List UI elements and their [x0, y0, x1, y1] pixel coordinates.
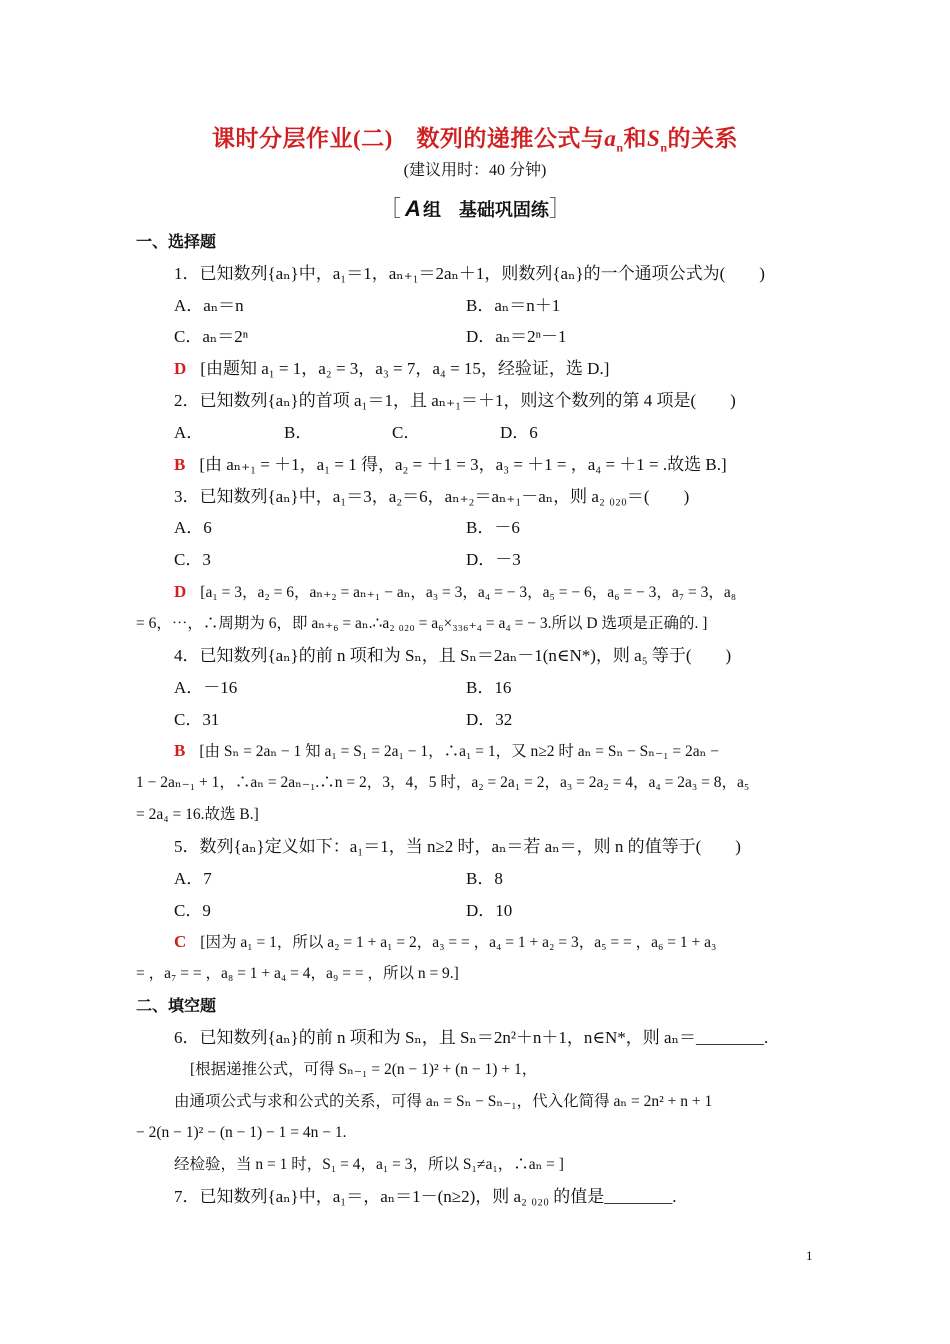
q2-option-b: B． [284, 423, 313, 442]
q2-option-c: C． [392, 423, 421, 442]
question-3-answer [174, 582, 854, 603]
section-heading-fill: 二、填空题 [136, 996, 217, 1015]
question-1-options-cd [174, 327, 854, 347]
q5-explanation-line1: [因为 a₁ = 1，所以 a₂ = 1 + a₁ = 2，a₃ = = ，a₄ = 1 + a₂ = 3，a₅ = = ，a₆ = 1 + a₃ [200, 934, 717, 951]
q2-option-d: D．6 [500, 423, 538, 442]
q1-option-d: D．aₙ＝2ⁿ－1 [466, 327, 567, 346]
title-var-s: S [647, 126, 661, 151]
q6-explanation-line1: [根据递推公式，可得 Sₙ₋₁ = 2(n − 1)² + (n − 1) + 1， [190, 1061, 538, 1078]
question-4-stem: 4．已知数列{aₙ}的前 n 项和为 Sₙ，且 Sₙ＝2aₙ－1(n∈N*)，则 a₅ 等于( ) [174, 646, 732, 665]
suggested-time: (建议用时：40 分钟) [403, 162, 547, 179]
q4-option-a: A．－16 [174, 678, 238, 697]
group-letter: A [405, 196, 421, 221]
group-heading [0, 192, 950, 223]
question-5-stem: 5．数列{aₙ}定义如下：a₁＝1，当 n≥2 时，aₙ＝若 aₙ＝，则 n 的值等于( ) [174, 837, 741, 856]
question-4-options-cd [174, 710, 854, 730]
question-4-answer [174, 741, 854, 762]
title-sub-n: n [616, 140, 624, 155]
q4-answer-letter: B [174, 741, 186, 760]
page-number: 1 [806, 1248, 813, 1263]
q4-explanation-line3: = 2a₄ = 16.故选 B.] [136, 806, 259, 823]
q1-answer-letter: D [174, 359, 187, 378]
question-4-options-ab [174, 678, 854, 698]
q3-option-c: C．3 [174, 550, 211, 569]
q5-answer-letter: C [174, 932, 187, 951]
q6-explanation-line3: − 2(n − 1)² − (n − 1) − 1 = 4n − 1. [136, 1124, 347, 1141]
q1-option-a: A．aₙ＝n [174, 296, 244, 315]
q3-explanation-line1: [a₁ = 3，a₂ = 6，aₙ₊₂ = aₙ₊₁ − aₙ，a₃ = 3，a₄ = − 3，a₅ = − 6，a₆ = − 3，a₇ = 3，a₈ [200, 584, 737, 601]
q3-option-a: A．6 [174, 518, 212, 537]
q4-option-b: B．16 [466, 678, 512, 697]
bracket-left: ［ [379, 196, 402, 221]
q5-option-c: C．9 [174, 901, 211, 920]
question-5-answer [174, 932, 854, 953]
question-3-options-cd [174, 550, 854, 570]
page-title [0, 120, 950, 156]
q4-option-d: D．32 [466, 710, 513, 729]
q6-explanation-line2: 由通项公式与求和公式的关系，可得 aₙ = Sₙ − Sₙ₋₁，代入化简得 aₙ = 2n² + n + 1 [174, 1093, 713, 1110]
question-1-options-ab [174, 296, 854, 316]
q3-answer-letter: D [174, 582, 187, 601]
question-5-options-ab [174, 869, 854, 889]
question-3-options-ab [174, 518, 854, 538]
group-label: 组 基础巩固练 [422, 200, 549, 220]
title-var-a: a [604, 126, 617, 151]
question-7-stem: 7．已知数列{aₙ}中，a₁＝，aₙ＝1－(n≥2)，则 a₂ ₀₂₀ 的值是________. [174, 1187, 677, 1206]
question-1-stem: 1．已知数列{aₙ}中，a₁＝1，aₙ₊₁＝2aₙ＋1，则数列{aₙ}的一个通项公式为( ) [174, 264, 765, 283]
q3-explanation-line2: = 6，⋯，∴周期为 6，即 aₙ₊₆ = aₙ.∴a₂ ₀₂₀ = a₆×₃₃₆₊₄ = a₄ = − 3.所以 D 选项是正确的. ] [136, 615, 708, 632]
q4-explanation-line2: 1 − 2aₙ₋₁ + 1，∴aₙ = 2aₙ₋₁.∴n = 2，3，4，5 时，a₂ = 2a₁ = 2，a₃ = 2a₂ = 4，a₄ = 2a₃ = 8，a₅ [136, 774, 750, 791]
q4-explanation-line1: [由 Sₙ = 2aₙ − 1 知 a₁ = S₁ = 2a₁ − 1，∴a₁ = 1，又 n≥2 时 aₙ = Sₙ − Sₙ₋₁ = 2aₙ − [199, 743, 719, 760]
q1-option-b: B．aₙ＝n＋1 [466, 296, 561, 315]
question-1-answer [174, 359, 854, 379]
question-2-options [174, 423, 854, 443]
question-5-options-cd [174, 901, 854, 921]
title-mid: 和 [623, 126, 648, 151]
question-2-answer [174, 455, 854, 475]
q2-explanation: [由 aₙ₊₁ = ＋1，a₁ = 1 得，a₂ = ＋1 = 3，a₃ = ＋1 = ，a₄ = ＋1 = .故选 B.] [199, 455, 727, 474]
q5-option-b: B．8 [466, 869, 503, 888]
q5-option-d: D．10 [466, 901, 513, 920]
q1-explanation: [由题知 a₁ = 1，a₂ = 3，a₃ = 7，a₄ = 15，经验证，选 D.] [200, 359, 610, 378]
bracket-right: ］ [548, 196, 571, 221]
question-6-stem: 6．已知数列{aₙ}的前 n 项和为 Sₙ，且 Sₙ＝2n²＋n＋1，n∈N*，则 aₙ＝________. [174, 1028, 769, 1047]
q1-option-c: C．aₙ＝2ⁿ [174, 327, 249, 346]
question-2-stem: 2．已知数列{aₙ}的首项 a₁＝1，且 aₙ₊₁＝＋1，则这个数列的第 4 项是( ) [174, 391, 736, 410]
q2-answer-letter: B [174, 455, 186, 474]
q3-option-b: B．－6 [466, 518, 520, 537]
question-3-stem: 3．已知数列{aₙ}中，a₁＝3，a₂＝6，aₙ₊₂＝aₙ₊₁－aₙ，则 a₂ ₀₂₀＝( ) [174, 487, 690, 506]
title-sub-n2: n [660, 140, 668, 155]
q5-option-a: A．7 [174, 869, 212, 888]
title-text: 课时分层作业(二) 数列的递推公式与 [212, 126, 605, 151]
title-end: 的关系 [667, 126, 738, 151]
q3-option-d: D．－3 [466, 550, 521, 569]
q5-explanation-line2: = ，a₇ = = ，a₈ = 1 + a₄ = 4，a₉ = = ，所以 n = 9.] [136, 965, 459, 982]
q6-explanation-line4: 经检验，当 n = 1 时，S₁ = 4，a₁ = 3，所以 S₁≠a₁，∴aₙ = ] [174, 1156, 564, 1173]
q4-option-c: C．31 [174, 710, 220, 729]
q2-option-a: A． [174, 423, 204, 442]
section-heading-choice: 一、选择题 [136, 232, 217, 251]
